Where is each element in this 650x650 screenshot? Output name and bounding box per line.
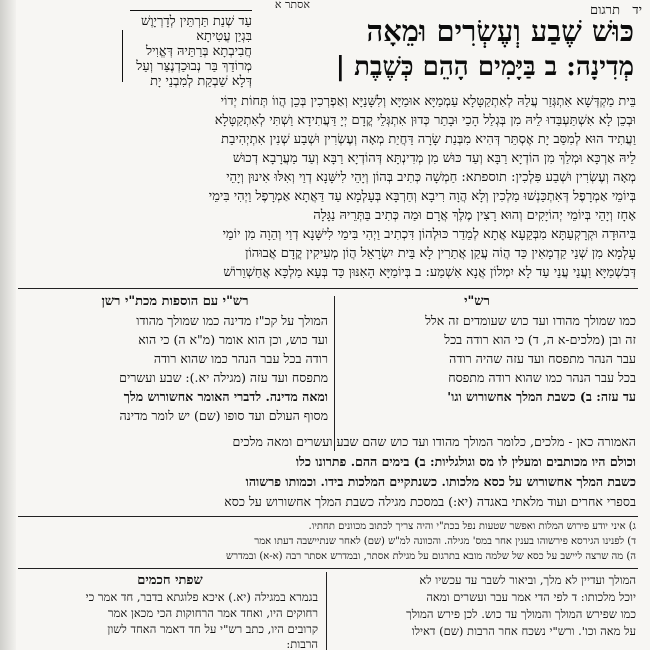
footnote: ד) לפנינו הגירסא פירשוהו בענין אחר במס' מגילה. והכוונה למ"ש (שם) לאחר שנתיישבה דעתו אמר — [254, 536, 636, 547]
rashi-additions-line: ומאה מדינה. לדברי האומר אחשורוש מלך — [123, 389, 328, 404]
targum-line: עָלְמָא מִן שְׁנֵי קַדְמָאִין כַּד הֲוֹה עֲקַן אֲתַרִין לָא בֵּית יִשְׂרָאֵל הֲוֹן מְעִיקִין קֳדָם אֲבוּהוֹן — [245, 246, 636, 261]
rashi-additions-line: מתפסח ועד עזה (מגילה יא.): שבע ועשרים — [119, 370, 328, 385]
rashi-line: עד עזה: ב) כשבת המלך אחשורוש וגו' — [447, 389, 636, 404]
targum-side-line: חֲבִיבְתָא בְּרַתֵּיהּ דְּאֱוִיל — [146, 44, 252, 59]
siftei-chachamim-line: רחוקים היו, ואחד אמר הרחוקות הכי מכאן אמר — [107, 606, 318, 620]
targum-label: תרגום — [589, 3, 620, 18]
targum-line: בְּיוֹמֵי אַמְרָפֶל דְּאִתְכַּנְשׁוּ מַלְכִין וְלָא הֲוָה רִיבָא וְחַרְבָּא בְּעָלְמָא עַד דַּאֲתָא אַמְרָפֶל וַיְהִי בִּימֵי — [208, 189, 636, 204]
targum-side-box — [130, 10, 252, 89]
targum-side-line: עַד שְׁנַת תַּרְתֵּין לְדָרְיָוֶשׁ — [141, 14, 252, 29]
targum-line: מְאָה וְעֶשְׂרִין וּשְׁבַע פִּלְכִין: תוספתא: חַמְשָׁה כְּתִיב בְּהוֹן וְיָהֵי לִישָּׁנָא דְוַי וְאִלּוּ אִינוּן וְיָהֵי — [226, 170, 636, 185]
siftei-chachamim-title: שפתי חכמים — [137, 573, 203, 588]
rashi-line: זה ובן (מלכים-א ה, ד) כי הוא רודה בכל — [444, 332, 636, 347]
siftei-chachamim-line: קרובים היו, כתב רש"י על חד דאמר האחד לשון — [107, 622, 318, 636]
verse-line-2: מְדִינָה: ב בַּיָּמִים הָהֵם כְּשֶׁבֶת | — [335, 52, 634, 82]
rashi-title: רש"י — [464, 294, 490, 309]
targum-side-line: דְּלָא שַׁבְקַת לְמִבְנֵי יָת — [150, 74, 252, 89]
commentary-line: וכולם היו מכותבים ומעלין לו מס וגולגליות: ב) בימים ההם. פתרונו כלו — [295, 454, 636, 469]
column-divider — [334, 296, 335, 451]
siftei-chachamim-line: בגמרא במגילה (יא.) איכא פלוגתא בדבר, חד אמר כי — [85, 590, 318, 604]
side-note-line: יוכל מלכותו: ד לפי הדי אמר עבר ועשרים ומאה — [426, 590, 636, 604]
footnote-rule — [18, 516, 638, 517]
targum-line: וַעֲתִיד הוּא לְמִסַּב יָת אֶסְתֵּר דְּהִיא מִבְּנַת שָׂרָה דַּחֲיַת מְאָה וְעֶשְׂרִין וּשְׁבַע שְׁנִין אִתְיְהִיבַת — [221, 132, 636, 147]
verse-bracket — [122, 30, 123, 82]
rashi-additions-line: ועד כוש, וכן הוא אומר (מ"א ה) כי הוא — [138, 332, 328, 347]
rashi-additions-line: מסוף העולם ועד סופו (שם) יש לומר מדינה — [119, 408, 328, 423]
siftei-chachamim-line: הרבות: — [286, 637, 318, 650]
commentary-line: האמורה כאן - מלכים, כלומר המולך מהודו ועד כוש שהם שבע ועשרים ומאה מלכים — [232, 434, 636, 449]
bottom-column-divider — [326, 572, 327, 650]
side-note-line: כמו שפירש המולך והמולך עד כוש. לכן פירש המולך — [406, 607, 636, 621]
page-number: יד — [632, 3, 642, 18]
book-gutter — [0, 0, 16, 650]
rashi-additions-title: רש"י עם הוספות מכת"י רשן — [101, 294, 249, 309]
targum-side-line: בִּגְיַן עֲטִיתָא — [196, 29, 252, 44]
rashi-additions-line: רודה בכל עבר הנהר כמו שהוא רודה — [153, 351, 328, 366]
footnote: ג) איני יודע פירוש המלות ואפשר שטעות נפל בכת"י והיה צריך לכתוב מכוונים תחתיו. — [308, 521, 636, 532]
targum-line: בִּיהוּדָה וּקְרָקְעַתָּא מִבְּקֵעָא אֲתָא לְמֵדַר כּוּלְהוֹן דִּכְתִיב וַיְהִי בִּימֵי לִישָּׁנָא דְוַי וְהֵוָה מִן יוֹמֵי — [222, 227, 636, 242]
targum-side-line: מְרוֹדַךְ בַּר נְבוּכַדְנֶצַּר וְעַל — [136, 59, 252, 74]
targum-line: דְּבִשְׁמַיָּא וַעֲנֵי עֲנֵי עַד לָא יִמְלוֹן אֲנָא אִשְׁמַע: ב בְּיוֹמַיָּא הָאִנּוּן כַּד בְּעָא מַלְכָּא אֲחַשְׁוֵרוֹשׁ — [223, 265, 636, 280]
side-note-line: על מאה וכו'. ורש"י נשכח אחר הרבות (שם) דאילו — [411, 624, 636, 638]
running-header-fragment: אסתר א — [274, 0, 310, 10]
bottom-rule — [18, 568, 638, 569]
commentary-line: כשבת המלך אחשורוש על כסא מלכותו. כשנתקיים המלכות בידו. וכמותו פרשוהו — [245, 474, 636, 489]
verse-line-1: כּוּשׁ שֶׁבַע וְעֶשְׂרִים וּמֵאָה — [366, 14, 634, 48]
targum-line: אָחָז וְיָהֵי בְּיוֹמֵי יְהוֹיָקִים וְהוּא רָצִין מֶלֶךְ אֲרָם וּמַה כְּתִיב בַּתְּרֵיהּ נַגָּלָה — [313, 208, 636, 223]
rashi-line: כמו שמולך מהודו ועד כוש שעומדים זה אלל — [425, 313, 636, 328]
targum-line: לֵיהּ אַרְכָּא וּמְלַךְ מִן הוֹדְיָא רַבָּא וְעַד כּוּשׁ מִן מְדִינְתָּא דְּהוֹדְיָא רַבָּא וְעַד מַעֲרָבָא דְכוּשׁ — [232, 151, 636, 166]
side-note-line: המולך ועדיין לא מלך, וביאור לשבר עד עכשיו לא — [419, 573, 636, 587]
commentary-line: בספרי אחרים ועוד מלאתי באגדה (יא:) במסכת מגילה כשבת המלך אחשורוש על כסא — [224, 494, 636, 509]
targum-line: וּבְכֵן לָא אִשְׁתַּעְבַּדוּ לֵיהּ מִן בְּגְלַל הָכֵי וּבָתַר כְּדוּן אִתְגְּלֵי קֳדָם יְיָ דַּעֲתִידָא וַשְׁתִּי לְאִתְקַטָּלָא — [214, 113, 636, 128]
section-rule — [18, 288, 638, 289]
targum-line: בֵּית מַקְדְּשָׁא אִתְגְּזַר עֲלַהּ לְאִתְקַטָּלָא עַמְמַיָּא אוּמַיָּא וְלִשָּׁנַיָּא וְאַפְרְכִין בְּכֵן הֲווֹ תְּחוֹת יְדוֹי — [220, 94, 636, 109]
rashi-line: עבר הנהר מתפסח ועד עזה שהיה רודה — [449, 351, 636, 366]
footnote: ה) מה שרצה ליישב על כסא של שלמה מובא בתרגום על מגילת אסתר, ובמדרש אסתר רבה (א-א) ובמדרש — [226, 551, 636, 562]
rashi-additions-line: המולך על קכ"ז מדינה כמו שמולך מהודו — [136, 313, 328, 328]
rashi-line: בכל עבר הנהר כמו שהוא רודה מתפסח — [448, 370, 636, 385]
